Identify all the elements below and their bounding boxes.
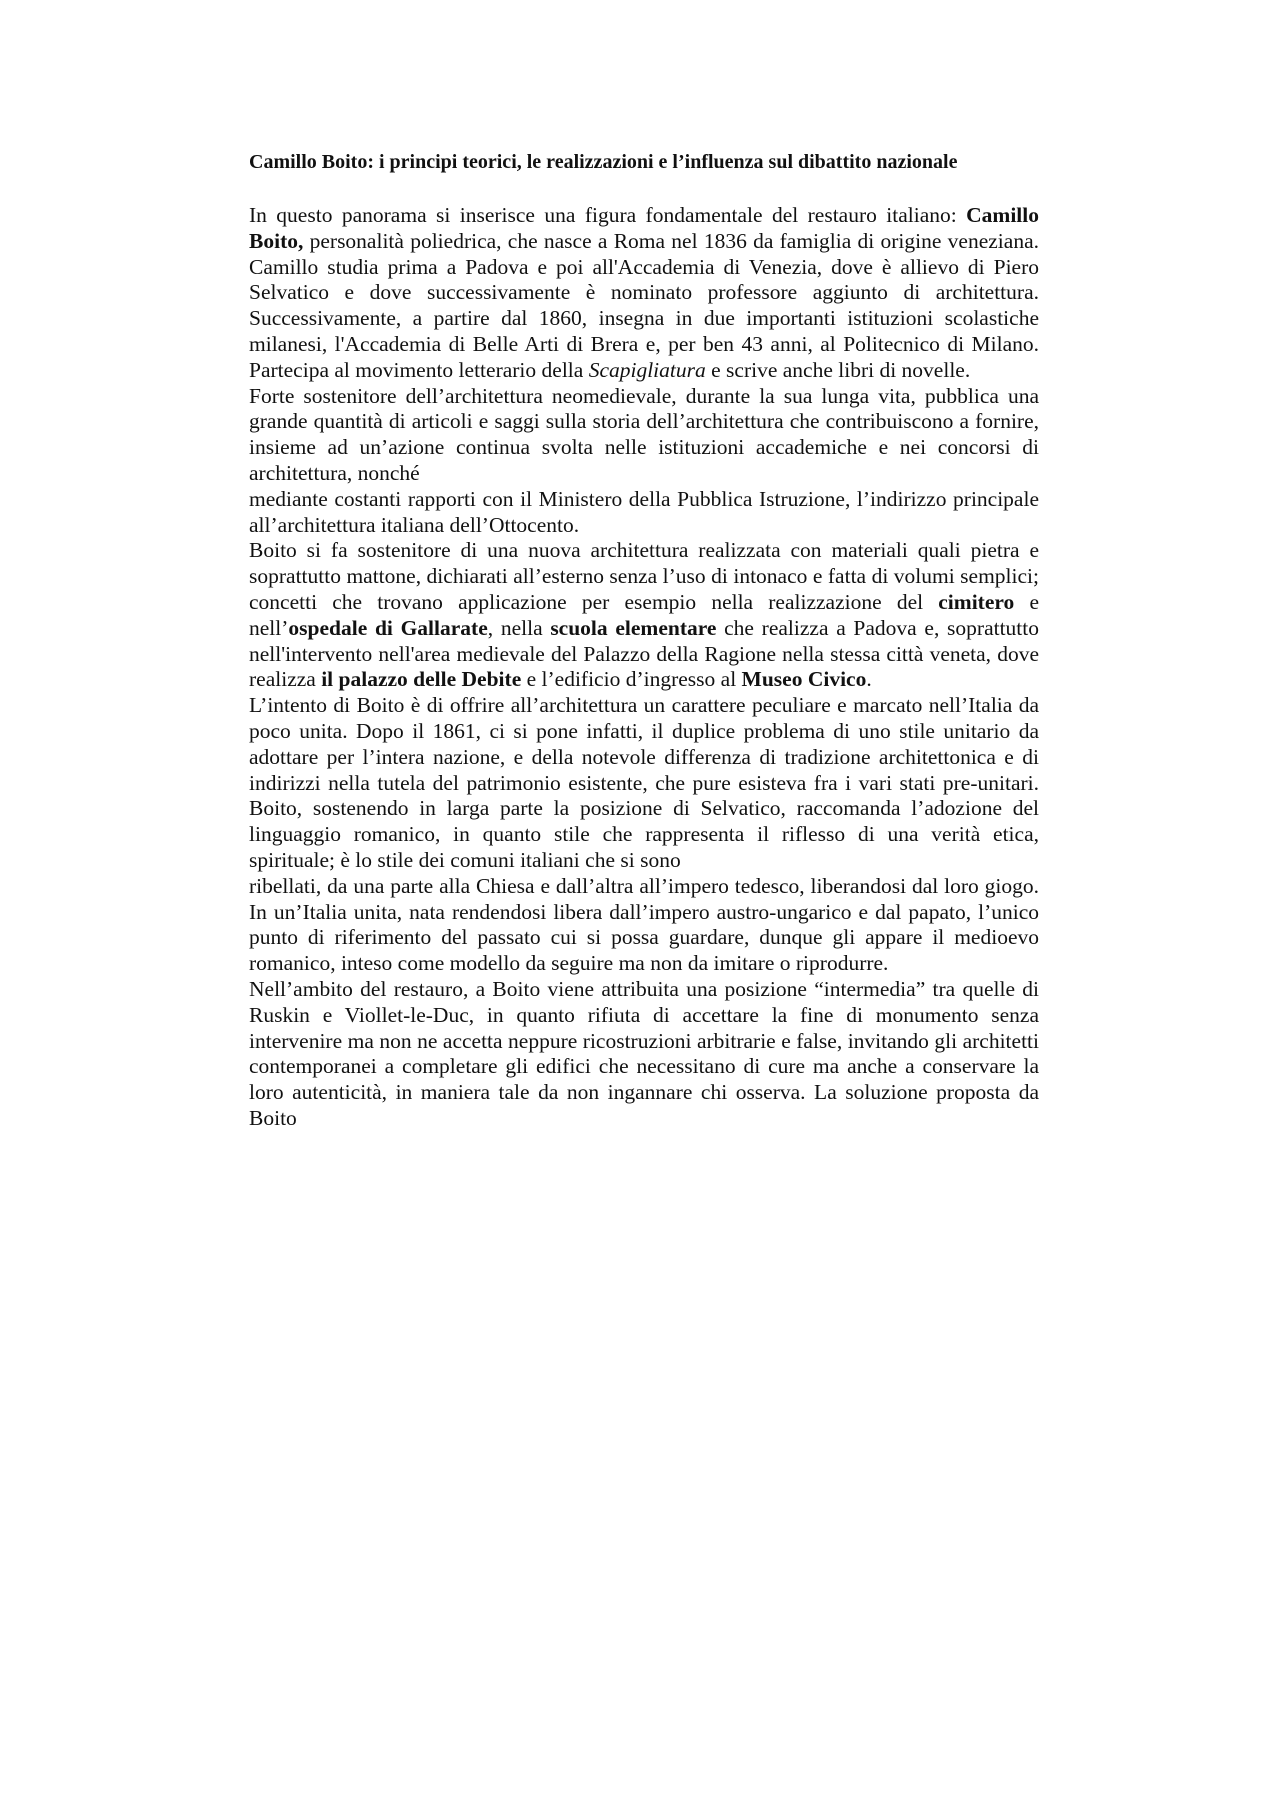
paragraph-text: , nella bbox=[487, 615, 551, 640]
paragraph-text: Nell’ambito del restauro, a Boito viene attribuita una posizione “intermedia” tra quelle di Ruskin e Viollet-le-Duc, in quanto rifiuta di accettare la fine di monumento senza intervenire ma non ne accetta neppure ricostruzioni arbitrarie e false, invitando gli architetti contemporanei a completare gli edifici che necessitano di cure ma anche a conservare la loro autenticità, in maniera tale da non ingannare chi osserva. La soluzione proposta da Boito bbox=[249, 976, 1039, 1130]
italic-term: Scapigliatura bbox=[588, 357, 706, 382]
paragraph-text: e nell’ bbox=[249, 589, 1039, 640]
paragraph-intent bbox=[249, 693, 1039, 977]
document-title: Camillo Boito: i principi teorici, le realizzazioni e l’influenza sul dibattito nazionale bbox=[249, 151, 958, 173]
paragraph-restoration bbox=[249, 977, 1039, 1132]
paragraph-text: mediante costanti rapporti con il Ministero della Pubblica Istruzione, l’indirizzo principale all’architettura italiana dell’Ottocento. bbox=[249, 486, 1039, 537]
bold-term: cimitero bbox=[938, 589, 1015, 614]
bold-term: scuola elementare bbox=[550, 615, 717, 640]
paragraph-text: che realizza a Padova e, soprattutto nell'intervento nell'area medievale del Palazzo della Ragione nella stessa città veneta, dove realizza bbox=[249, 615, 1040, 692]
bold-term: il palazzo delle Debite bbox=[321, 667, 522, 692]
paragraph-text: personalità poliedrica, che nasce a Roma nel 1836 da famiglia di origine veneziana. Camillo studia prima a Padova e poi all'Accademia di Venezia, dove è allievo di Piero Selvatico e dove successivamente è nominato professore aggiunto di architettura. Successivamente, a partire dal 1860, insegna in due importanti istituzioni scolastiche milanesi, l'Accademia di Belle Arti di Brera e, per ben 43 anni, al Politecnico di Milano. Partecipa al movimento letterario della bbox=[249, 228, 1039, 382]
paragraph-text: In questo panorama si inserisce una figura fondamentale del restauro italiano: bbox=[249, 203, 967, 227]
paragraph-text: Forte sostenitore dell’architettura neomedievale, durante la sua lunga vita, pubblica una grande quantità di articoli e saggi sulla storia dell’architettura che contribuiscono a fornire, insieme ad un’azione continua svolta nelle istituzioni accademiche e nei concorsi di architettura, nonché bbox=[249, 383, 1039, 485]
bold-name: Camillo Boito, bbox=[249, 203, 1039, 253]
paragraph-text: . bbox=[866, 667, 872, 692]
paragraph-intro bbox=[249, 203, 1039, 384]
paragraph-text: L’intento di Boito è di offrire all’architettura un carattere peculiare e marcato nell’Italia da poco unita. Dopo il 1861, ci si pone infatti, il duplice problema di uno stile unitario da adottare per l’intera nazione, e della notevole differenza di tradizione architettonica e di indirizzi nella tutela del patrimonio esistente, che pure esisteva fra i vari stati pre-unitari. Boito, sostenendo in larga parte la posizione di Selvatico, raccomanda l’adozione del linguaggio romanico, in quanto stile che rappresenta il riflesso di una verità etica, spirituale; è lo stile dei comuni italiani che si sono bbox=[249, 693, 1039, 872]
paragraph-text: e l’edificio d’ingresso al bbox=[521, 667, 742, 692]
paragraph-works bbox=[249, 538, 1039, 693]
bold-term: Museo Civico bbox=[741, 667, 867, 692]
bold-term: ospedale di Gallarate bbox=[288, 615, 488, 640]
paragraph-text: e scrive anche libri di novelle. bbox=[705, 357, 971, 382]
paragraph-architecture bbox=[249, 384, 1039, 539]
document-page bbox=[249, 150, 1039, 1132]
paragraph-text: Boito si fa sostenitore di una nuova architettura realizzata con materiali quali pietra e soprattutto mattone, dichiarati all’esterno senza l’uso di intonaco e fatta di volumi semplici; concetti che trovano applicazione per esempio nella realizzazione del bbox=[249, 538, 1039, 614]
paragraph-text: ribellati, da una parte alla Chiesa e dall’altra all’impero tedesco, liberandosi dal loro giogo. In un’Italia unita, nata rendendosi libera dall’impero austro-ungarico e dal papato, l’unico punto di riferimento del passato cui si possa guardare, dunque gli appare il medioevo romanico, inteso come modello da seguire ma non da imitare o riprodurre. bbox=[249, 873, 1039, 976]
